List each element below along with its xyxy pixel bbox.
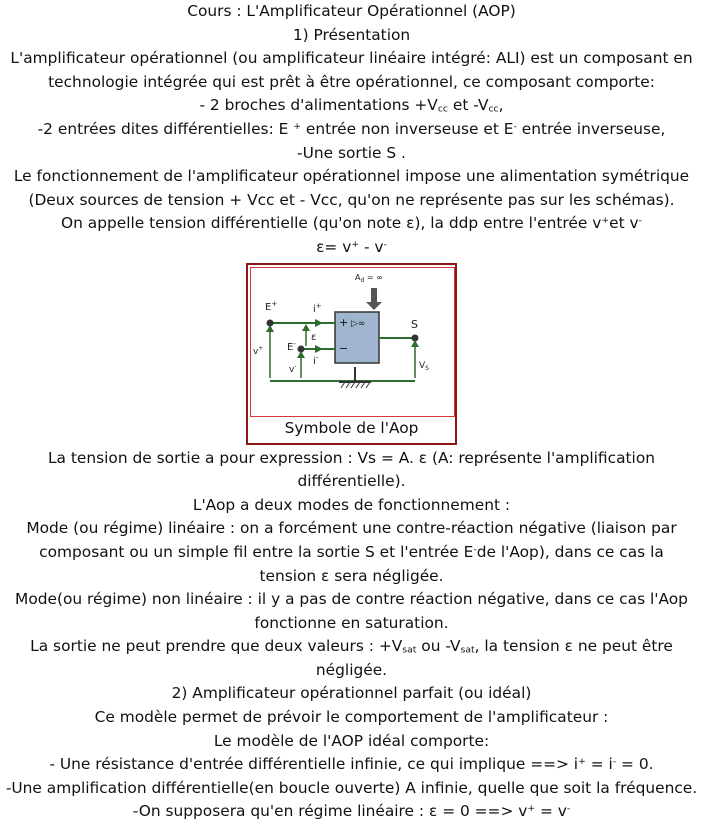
vs-label: $V_S$ bbox=[419, 360, 429, 372]
epsilon-arrowhead bbox=[302, 324, 310, 331]
output-s-label: S bbox=[411, 317, 418, 331]
epsilon-label: ε bbox=[311, 331, 317, 343]
page-title: Cours : L'Amplificateur Opérationnel (AOP) bbox=[187, 2, 516, 20]
i-plus-arrow bbox=[315, 319, 323, 327]
opamp-symbol-figure bbox=[246, 263, 457, 445]
gain-arrow-shaft bbox=[371, 288, 377, 302]
section-heading-presentation: 1) Présentation bbox=[292, 25, 411, 44]
section-heading-ideal-opamp: 2) Amplificateur opérationnel parfait (ou idéal) bbox=[171, 684, 532, 703]
opamp-diagram-frame bbox=[250, 267, 455, 417]
output-expression-line: différentielle). bbox=[297, 472, 406, 491]
v-minus-arrowhead bbox=[297, 351, 305, 358]
output-expression-line: La tension de sortie a pour expression : Vs = A. ε (A: représente l'amplification bbox=[47, 448, 655, 467]
v-plus-label: v+ bbox=[253, 344, 264, 357]
figure-caption: Symbole de l'Aop bbox=[284, 418, 419, 437]
plus-terminal-sign: + bbox=[339, 315, 349, 329]
gain-label: $A_d$ = ∞ bbox=[355, 272, 383, 284]
saturation-line: négligée. bbox=[315, 660, 388, 679]
bullet-power-pins: - 2 broches d'alimentations $+V_{cc}$ et $-V_{cc}$, bbox=[199, 96, 504, 115]
model-text-line: Le modèle de l'AOP idéal comporte: bbox=[213, 731, 490, 750]
linear-epsilon-line: -On supposera qu'en régime linéaire : ε = 0 ==> v+ = v- bbox=[132, 802, 571, 821]
e-minus-label: E- bbox=[287, 339, 296, 353]
saturation-line: La sortie ne peut prendre que deux valeurs : $+V_{sat}$ ou $-V_{sat}$, la tension ε ne peut être bbox=[30, 637, 673, 656]
supply-text-line: Le fonctionnement de l'amplificateur opérationnel impose une alimentation symétrique bbox=[13, 167, 690, 186]
linear-mode-line: composant ou un simple fil entre la sortie S et l'entrée E-de l'Aop), dans ce cas la bbox=[39, 542, 664, 561]
v-plus-arrowhead bbox=[266, 325, 274, 332]
gain-arrow-head bbox=[366, 302, 382, 310]
intro-text-line: L'amplificateur opérationnel (ou amplificateur linéaire intégré: ALI) est un composant en bbox=[10, 49, 693, 68]
i-minus-arrow bbox=[315, 345, 323, 353]
epsilon-formula: ε= v+ - v- bbox=[316, 237, 387, 256]
vs-arrowhead bbox=[411, 340, 419, 347]
model-text-line: Ce modèle permet de prévoir le comportement de l'amplificateur : bbox=[94, 708, 609, 727]
supply-text-line: (Deux sources de tension + Vcc et - Vcc, qu'on ne représente pas sur les schémas). bbox=[28, 190, 675, 209]
i-plus-label: i+ bbox=[313, 301, 322, 315]
opamp-diagram bbox=[251, 268, 454, 416]
modes-intro: L'Aop a deux modes de fonctionnement : bbox=[192, 495, 511, 514]
nonlinear-mode-line: fonctionne en saturation. bbox=[254, 613, 449, 632]
intro-text-line: technologie intégrée qui est prêt à être opérationnel, ce composant comporte: bbox=[48, 72, 655, 91]
e-plus-label: E+ bbox=[265, 299, 278, 313]
linear-mode-line: tension ε sera négligée. bbox=[259, 566, 444, 585]
v-minus-label: v- bbox=[289, 362, 297, 375]
input-resistance-line: - Une résistance d'entrée différentielle infinie, ce qui implique ==> i+ = i- = 0. bbox=[49, 755, 654, 774]
i-minus-label: i- bbox=[313, 353, 319, 367]
nonlinear-mode-line: Mode(ou régime) non linéaire : il y a pas de contre réaction négative, dans ce cas l'Aop bbox=[15, 590, 688, 609]
infinite-gain-line: -Une amplification différentielle(en boucle ouverte) A infinie, quelle que soit la fréquence. bbox=[5, 778, 698, 797]
bullet-output: -Une sortie S . bbox=[297, 143, 406, 162]
bullet-differential-inputs: -2 entrées dites différentielles: E + entrée non inverseuse et E- entrée inverseuse, bbox=[37, 119, 666, 138]
amplifier-glyph: ▷∞ bbox=[351, 318, 366, 329]
linear-mode-line: Mode (ou régime) linéaire : on a forcément une contre-réaction négative (liaison par bbox=[26, 519, 677, 538]
differential-voltage-definition: On appelle tension différentielle (qu'on note ε), la ddp entre l'entrée v+et v- bbox=[61, 214, 642, 233]
minus-terminal-sign: − bbox=[339, 341, 349, 355]
